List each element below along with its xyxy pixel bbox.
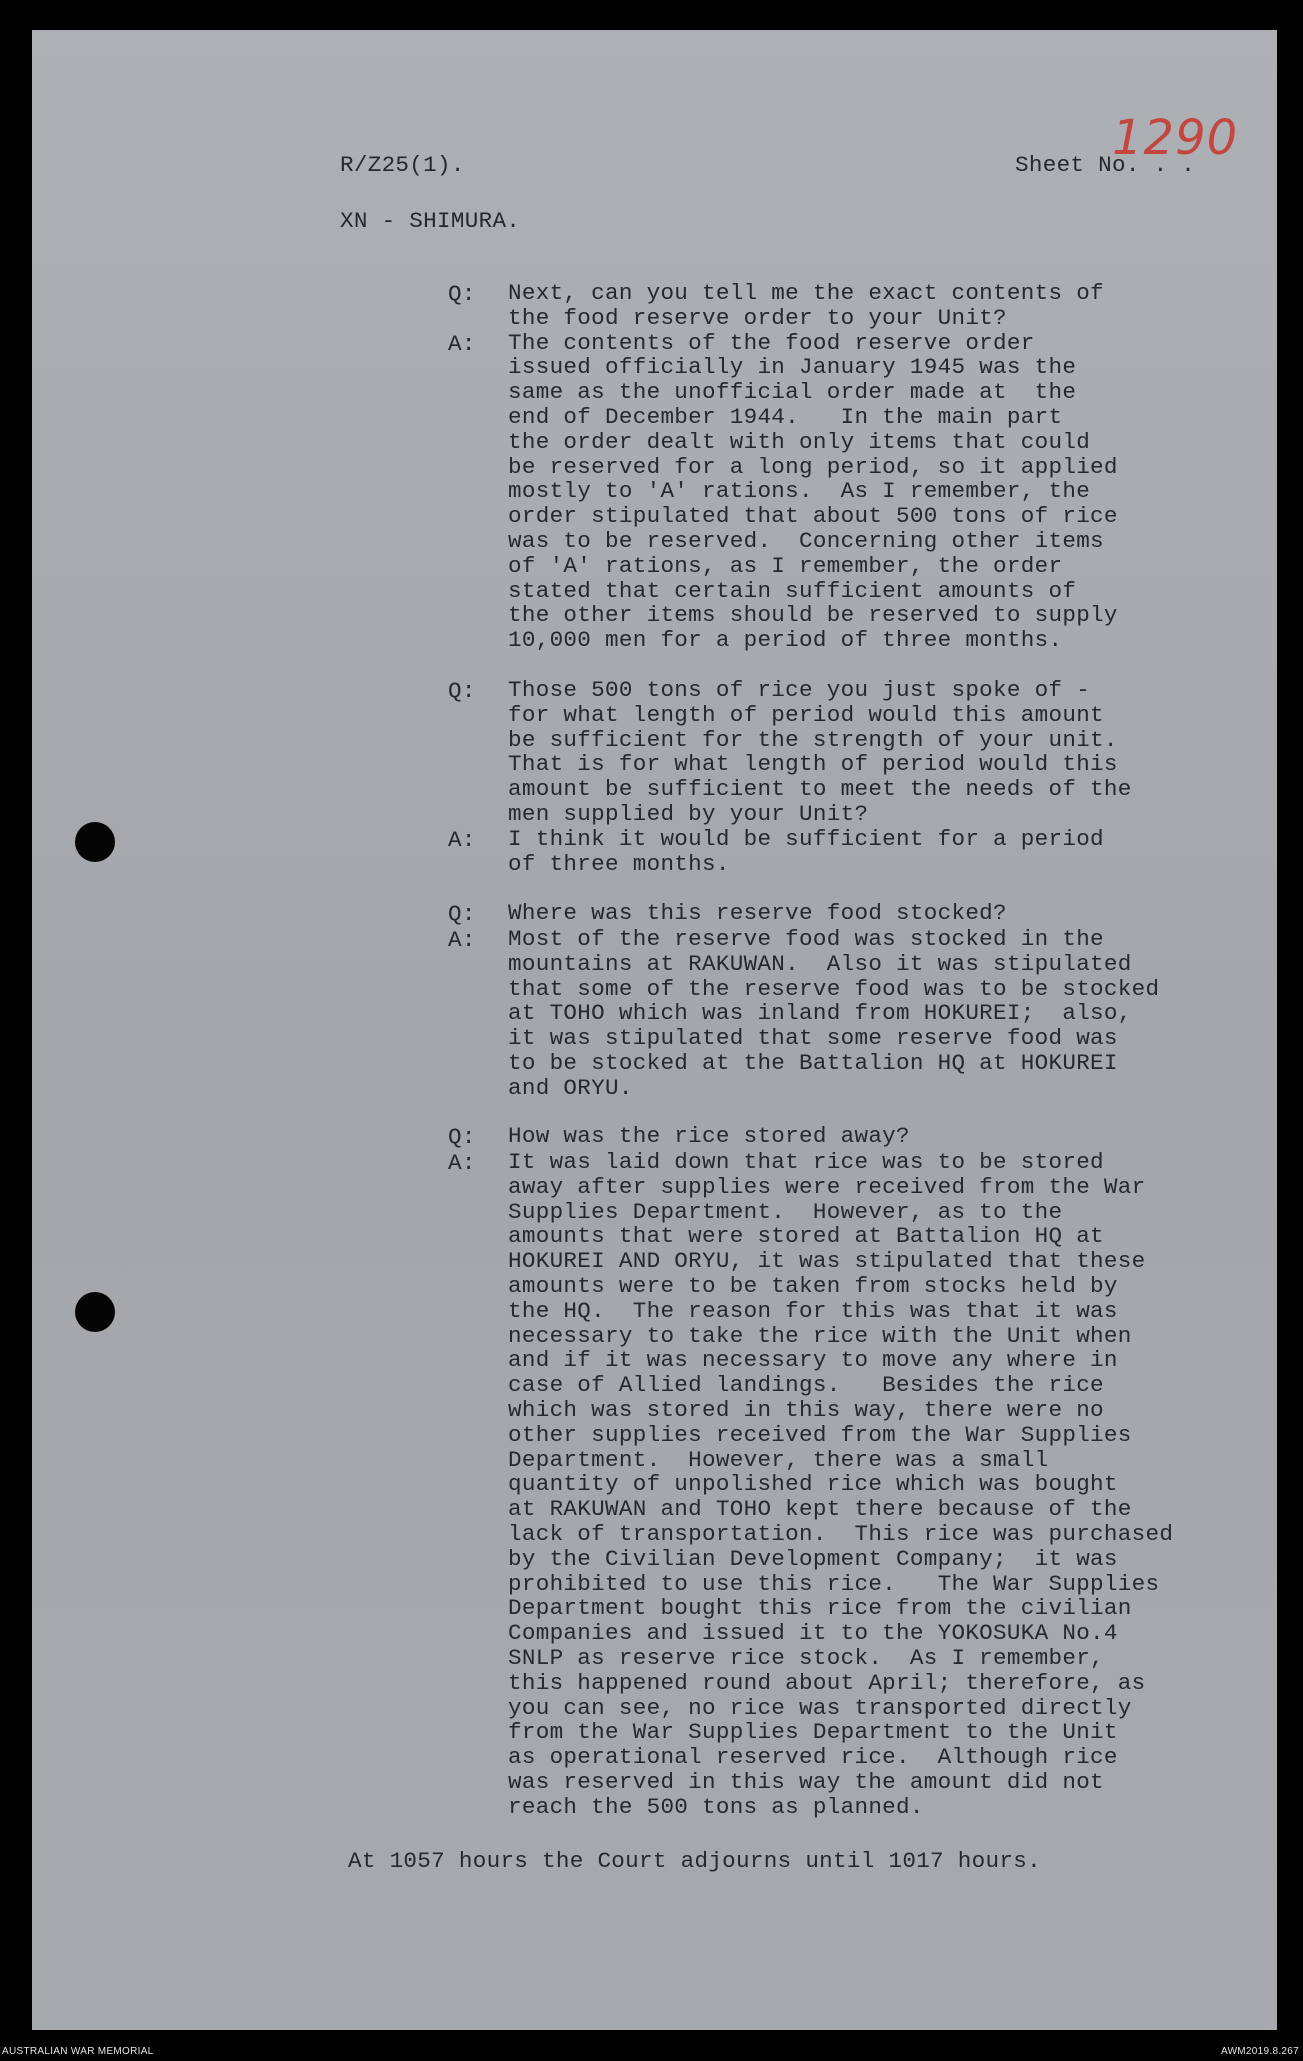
question-entry: [448, 281, 1248, 331]
text-line: Those 500 tons of rice you just spoke of -: [508, 677, 1091, 703]
question-label: Q:: [448, 678, 476, 704]
entry-text: [508, 331, 1248, 653]
text-line: at TOHO which was inland from HOKUREI; also,: [508, 1000, 1132, 1027]
answer-label: A:: [448, 330, 476, 357]
entry-text: [508, 1124, 1248, 1150]
text-line: the food reserve order to your Unit?: [508, 304, 1007, 331]
answer-label: A:: [448, 1150, 476, 1176]
text-line: at RAKUWAN and TOHO kept there because of the: [508, 1496, 1132, 1523]
text-line: men supplied by your Unit?: [508, 800, 869, 827]
footer-credit: AUSTRALIAN WAR MEMORIAL: [2, 2046, 154, 2057]
text-line: other supplies received from the War Supplies: [508, 1421, 1132, 1448]
text-line: same as the unofficial order made at the: [508, 379, 1077, 406]
answer-entry: [448, 927, 1248, 1101]
text-line: Most of the reserve food was stocked in the: [508, 926, 1104, 952]
question-entry: [448, 1124, 1248, 1150]
text-line: amounts were to be taken from stocks held by: [508, 1272, 1118, 1299]
text-line: case of Allied landings. Besides the rice: [508, 1372, 1104, 1399]
text-line: mountains at RAKUWAN. Also it was stipulated: [508, 950, 1132, 977]
text-line: that some of the reserve food was to be stocked: [508, 975, 1160, 1002]
text-line: as operational reserved rice. Although rice: [508, 1744, 1118, 1771]
question-entry: [448, 678, 1248, 827]
witness-heading: XN - SHIMURA.: [340, 208, 521, 234]
text-line: was reserved in this way the amount did not: [508, 1768, 1104, 1795]
question-label: Q:: [448, 1124, 476, 1150]
qa-block: [448, 281, 1248, 653]
text-line: It was laid down that rice was to be stored: [508, 1149, 1104, 1175]
sheet-number: Sheet No. . .: [1015, 152, 1196, 178]
text-line: issued officially in January 1945 was the: [508, 354, 1077, 381]
text-line: of three months.: [508, 850, 730, 877]
text-line: of 'A' rations, as I remember, the order: [508, 552, 1063, 579]
text-line: The contents of the food reserve order: [508, 329, 1035, 356]
text-line: be sufficient for the strength of your unit.: [508, 726, 1118, 753]
text-line: this happened round about April; therefore, as: [508, 1669, 1146, 1696]
text-line: it was stipulated that some reserve food was: [508, 1025, 1118, 1052]
text-line: quantity of unpolished rice which was bought: [508, 1471, 1118, 1498]
entry-text: [508, 827, 1248, 877]
entry-text: [508, 281, 1248, 331]
punch-hole-bottom: [75, 1292, 115, 1332]
text-line: you can see, no rice was transported directly: [508, 1694, 1132, 1721]
text-line: order stipulated that about 500 tons of rice: [508, 503, 1118, 530]
text-line: mostly to 'A' rations. As I remember, the: [508, 478, 1091, 505]
answer-entry: [448, 1150, 1248, 1820]
punch-hole-top: [75, 822, 115, 862]
qa-block: [448, 1124, 1248, 1820]
qa-block: [448, 901, 1248, 1101]
entry-text: [508, 901, 1248, 927]
text-line: Companies and issued it to the YOKOSUKA No.4: [508, 1620, 1118, 1647]
text-line: and if it was necessary to move any where in: [508, 1347, 1118, 1374]
text-line: the HQ. The reason for this was that it was: [508, 1297, 1118, 1324]
text-line: away after supplies were received from the War: [508, 1173, 1146, 1200]
text-line: Department. However, there was a small: [508, 1446, 1049, 1473]
entry-text: [508, 1150, 1248, 1820]
text-line: the order dealt with only items that could: [508, 428, 1091, 455]
text-line: How was the rice stored away?: [508, 1123, 910, 1149]
text-line: HOKUREI AND ORYU, it was stipulated that these: [508, 1248, 1146, 1275]
answer-entry: [448, 827, 1248, 877]
text-line: Next, can you tell me the exact contents of: [508, 280, 1104, 306]
entry-text: [508, 927, 1248, 1101]
text-line: for what length of period would this amount: [508, 701, 1104, 728]
text-line: That is for what length of period would this: [508, 751, 1118, 778]
footer-accession: AWM2019.8.267: [1220, 2046, 1299, 2057]
text-line: amount be sufficient to meet the needs of the: [508, 776, 1132, 803]
entry-text: [508, 678, 1248, 827]
text-line: which was stored in this way, there were no: [508, 1396, 1104, 1423]
text-line: 10,000 men for a period of three months.: [508, 627, 1063, 654]
text-line: by the Civilian Development Company; it was: [508, 1545, 1118, 1572]
answer-entry: [448, 331, 1248, 653]
answer-label: A:: [448, 927, 476, 953]
text-line: was to be reserved. Concerning other items: [508, 527, 1104, 554]
text-line: prohibited to use this rice. The War Supplies: [508, 1570, 1160, 1597]
text-line: SNLP as reserve rice stock. As I remember,: [508, 1644, 1104, 1671]
question-label: Q:: [448, 281, 476, 307]
text-line: be reserved for a long period, so it applied: [508, 453, 1118, 480]
text-line: the other items should be reserved to supply: [508, 602, 1118, 629]
file-reference: R/Z25(1).: [340, 152, 465, 178]
text-line: from the War Supplies Department to the Unit: [508, 1719, 1118, 1746]
text-line: and ORYU.: [508, 1074, 633, 1101]
question-entry: [448, 901, 1248, 927]
text-line: I think it would be sufficient for a period: [508, 825, 1104, 852]
text-line: stated that certain sufficient amounts of: [508, 577, 1077, 604]
closing-line: At 1057 hours the Court adjourns until 1017 hours.: [348, 1848, 1041, 1874]
qa-block: [448, 678, 1248, 876]
text-line: amounts that were stored at Battalion HQ at: [508, 1223, 1104, 1250]
question-label: Q:: [448, 901, 476, 927]
folio-number: 1290: [1112, 110, 1239, 166]
text-line: lack of transportation. This rice was purchased: [508, 1520, 1174, 1547]
text-line: necessary to take the rice with the Unit when: [508, 1322, 1132, 1349]
text-line: reach the 500 tons as planned.: [508, 1793, 924, 1820]
text-line: to be stocked at the Battalion HQ at HOKUREI: [508, 1049, 1118, 1076]
text-line: Department bought this rice from the civilian: [508, 1595, 1132, 1622]
answer-label: A:: [448, 826, 476, 853]
text-line: end of December 1944. In the main part: [508, 403, 1063, 430]
text-line: Supplies Department. However, as to the: [508, 1198, 1063, 1225]
text-line: Where was this reserve food stocked?: [508, 900, 1007, 926]
